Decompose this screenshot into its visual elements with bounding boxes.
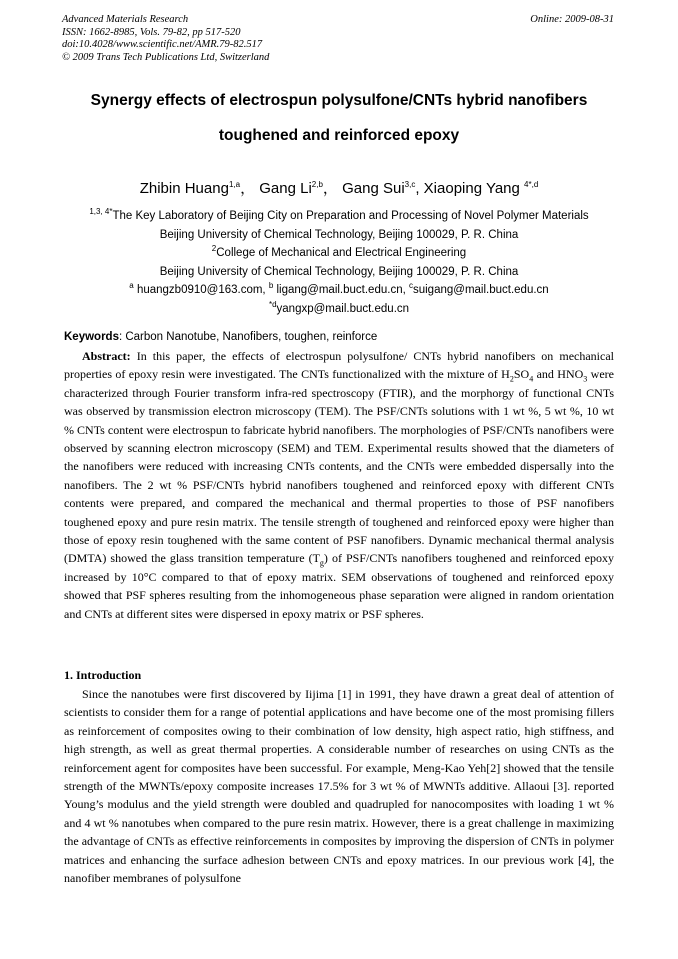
keywords-text: : Carbon Nanotube, Nanofibers, toughen, reinforce <box>118 331 378 343</box>
affiliation-2-university: Beijing University of Chemical Technology, Beijing 100029, P. R. China <box>159 265 519 278</box>
author-separator: , <box>415 180 424 197</box>
author-name: Zhibin Huang <box>139 180 229 197</box>
author-separator: ， <box>240 180 256 197</box>
affiliation-2 <box>40 244 638 263</box>
subscript: g <box>319 558 324 568</box>
email-address: ligang@mail.buct.edu.cn, <box>273 284 409 297</box>
email-mark: b <box>268 281 274 291</box>
affiliations <box>40 207 638 319</box>
keywords <box>64 331 616 343</box>
section-heading-introduction: 1. Introduction <box>64 668 142 682</box>
author-affiliation-mark: 3,c <box>404 180 416 189</box>
abstract-text: and HNO <box>533 367 584 382</box>
subscript: 4 <box>529 374 534 384</box>
affiliation-text: The Key Laboratory of Beijing City on Preparation and Processing of Novel Polymer Materials <box>112 210 589 222</box>
author-affiliation-mark: 2,b <box>311 180 323 189</box>
abstract-paragraph <box>64 347 614 623</box>
introduction <box>64 685 614 887</box>
keywords-label: Keywords <box>64 331 119 343</box>
journal-doi: doi:10.4028/www.scientific.net/AMR.79-82.517 <box>62 39 263 50</box>
abstract-label: Abstract: <box>82 349 131 363</box>
affiliation-mark: 2 <box>211 244 217 254</box>
affiliation-text: College of Mechanical and Electrical Engineering <box>216 247 467 260</box>
subscript: 2 <box>509 374 514 384</box>
paper-title-line-2: toughened and reinforced epoxy <box>218 127 460 144</box>
email-line <box>40 281 638 300</box>
author-name: Xiaoping Yang <box>423 180 525 197</box>
author-name: Gang Sui <box>342 180 405 197</box>
corresponding-email-line <box>40 300 638 319</box>
author-separator: ， <box>322 180 338 197</box>
journal-name: Advanced Materials Research <box>62 14 189 25</box>
journal-copyright: © 2009 Trans Tech Publications Ltd, Switzerland <box>62 51 270 63</box>
email-mark: a <box>129 281 134 291</box>
journal-header <box>62 14 614 64</box>
email-address: suigang@mail.buct.edu.cn <box>412 284 549 297</box>
journal-issn: ISSN: 1662-8985, Vols. 79-82, pp 517-520 <box>62 26 241 38</box>
author-affiliation-mark: 4*,d <box>524 180 539 189</box>
affiliation-1-university: Beijing University of Chemical Technology, Beijing 100029, P. R. China <box>159 228 519 241</box>
author-list <box>40 177 638 198</box>
email-address: yangxp@mail.buct.edu.cn <box>276 302 410 315</box>
introduction-paragraph: Since the nanotubes were first discovered by Iijima [1] in 1991, they have drawn a great deal of attention of scientists to consider them for a range of potential applications and have become one of the most promising fillers as reinforcement of composites owing to their combination of low density, high aspect ratio, high stiffness, and high strength, as well as great thermal properties. A considerable number of researches on using CNTs as the reinforcement agent for composites have been successful. For example, Meng-Kao Yeh[2] showed that the tensile strength of the MWNTs/epoxy composite increases 17.5% for 3 wt % of MWNTs additive. Allaoui [3]. reported Young’s modulus and the yield strength were doubled and quadrupled for nanocomposites with loading 1 wt % and 4 wt % nanotubes when compared to the pure resin matrix. However, there is a great challenge in maximizing the advantage of CNTs as effective reinforcements in composites by improving the dispersion of CNTs in polymer matrices and enhancing the surface adhesion between CNTs and epoxy matrices. In our previous work [4], the nanofiber membranes of polysulfone <box>64 687 614 886</box>
affiliation-mark: 1,3, 4* <box>89 207 113 217</box>
email-mark: *d <box>268 300 277 310</box>
email-address: huangzb0910@163.com, <box>133 284 269 297</box>
author-affiliation-mark: 1,a <box>228 180 241 189</box>
online-date: Online: 2009-08-31 <box>530 14 614 25</box>
subscript: 3 <box>583 374 588 384</box>
abstract <box>64 347 614 623</box>
abstract-text: SO <box>513 367 530 382</box>
abstract-text: ) of PSF/CNTs nanofibers toughened and reinforced epoxy increased by 10°C compared to that of epoxy matrix. SEM observations of toughened and reinforced epoxy showed that PSF spheres resulting from the inhomogeneous phase separation were aligned in random orientation and CNTs at different sites were dispersed in epoxy matrix or PSF spheres. <box>64 551 614 621</box>
paper-title-line-1: Synergy effects of electrospun polysulfone/CNTs hybrid nanofibers <box>90 92 588 109</box>
affiliation-1 <box>40 207 638 226</box>
author-name: Gang Li <box>259 180 312 197</box>
abstract-text: were characterized through Fourier transform infra-red spectroscopy (FTIR), and the morphorgy of functional CNTs was observed by transmission electron microscopy (TEM). The PSF/CNTs solutions with 1 wt %, 5 wt %, 10 wt % CNTs content were electrospun to fabricate hybrid nanofibers. The morphologies of PSF/CNTs nanofibers were observed by scanning electron microscopy (SEM) and TEM. Experimental results showed that the diameters of the nanofibers were reduced with increasing CNTs contents, and the CNTs were embedded dispersally into the nanofibers. The 2 wt % PSF/CNTs hybrid nanofibers toughened and reinforced epoxy with different CNTs contents were prepared, and compared the mechanical and thermal properties to those of PSF nanofibers toughened epoxy and pure resin matrix. The tensile strength of toughened and reinforced epoxy were higher than those of epoxy resin toughened with the same content of PSF nanofibers. Dynamic mechanical thermal analysis (DMTA) showed the glass transition temperature (T <box>64 367 614 566</box>
email-mark: c <box>408 281 413 291</box>
abstract-text: In this paper, the effects of electrospun polysulfone/ CNTs hybrid nanofibers on mechanical properties of epoxy resin were investigated. The CNTs functionalized with the mixture of H <box>64 349 614 382</box>
